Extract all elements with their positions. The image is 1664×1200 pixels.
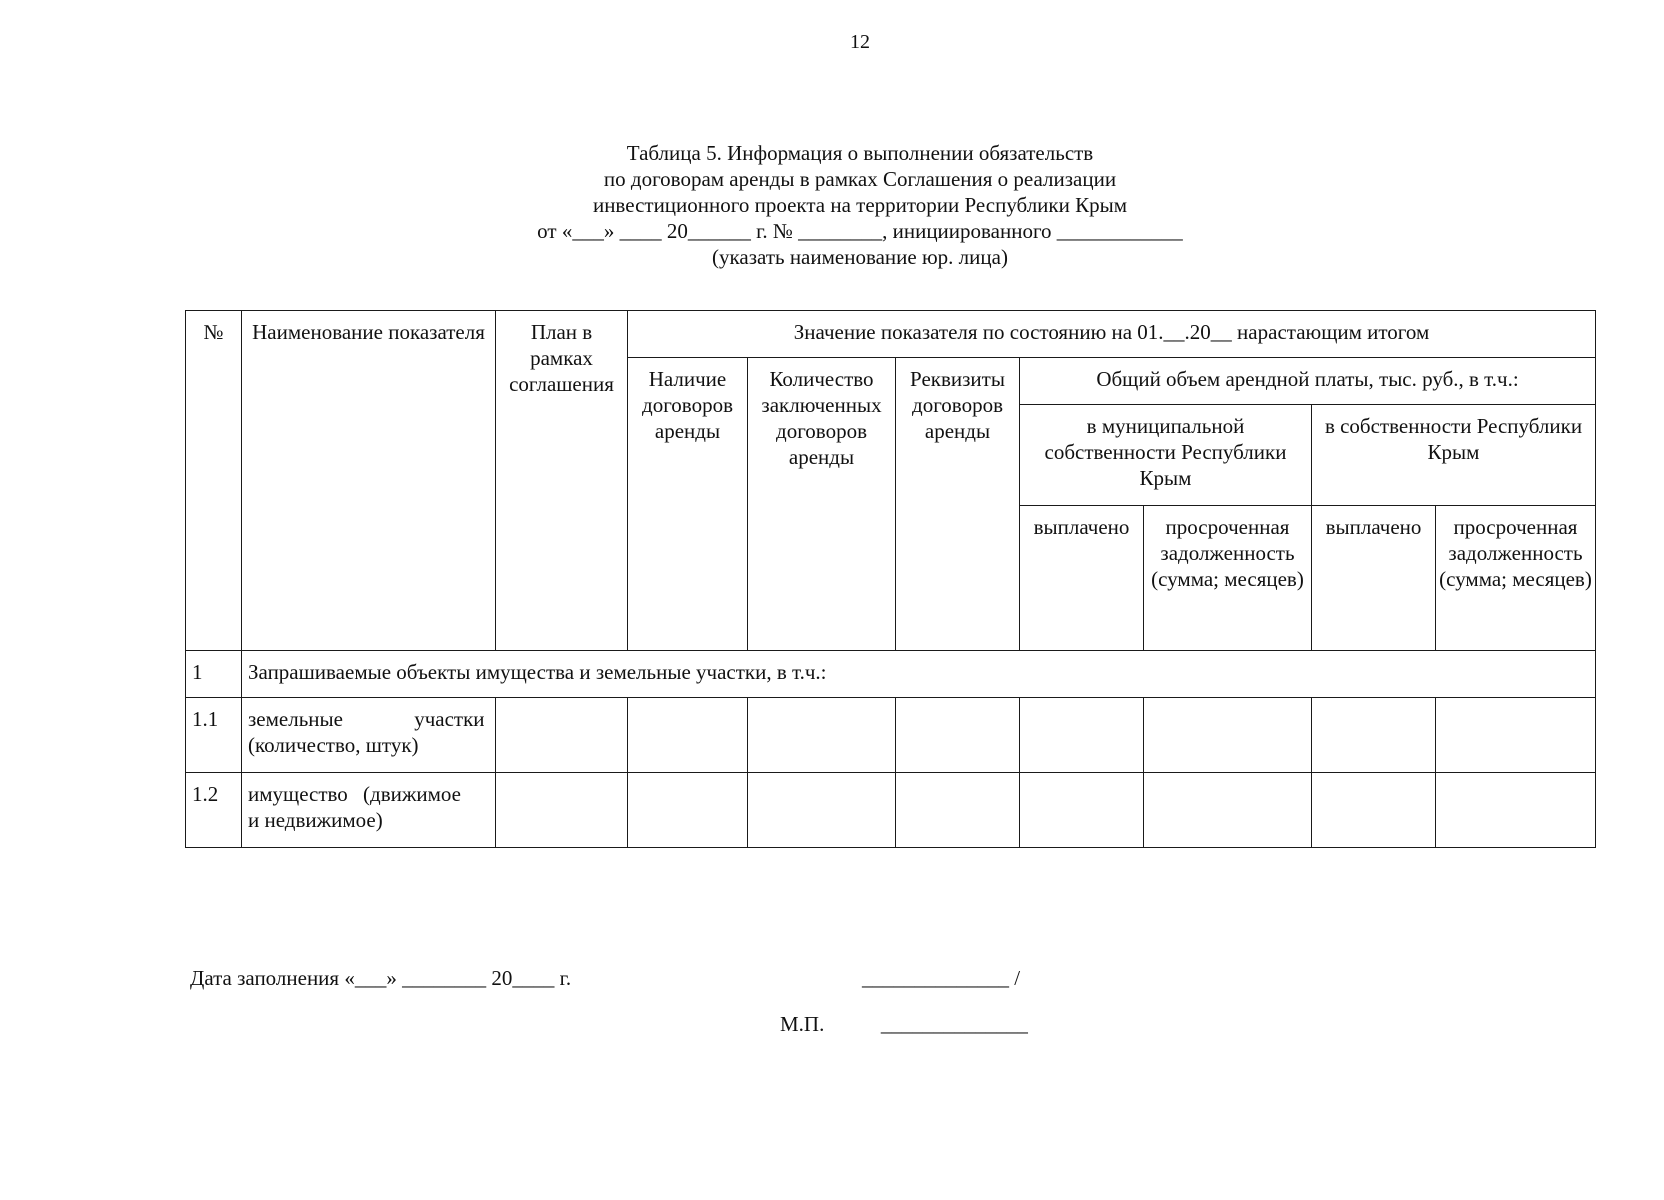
header-municipal-paid: выплачено [1020,506,1144,651]
cell-contracts-count[interactable] [748,698,896,773]
title-line-2: по договорам аренды в рамках Соглашения о реализации [603,167,1117,191]
stamp-label: М.П. [780,1012,825,1036]
row-name-word: земельные участки [248,707,485,731]
row-name: Запрашиваемые объекты имущества и земельные участки, в т.ч.: [242,651,1596,698]
header-number: № [186,311,242,651]
header-republic-overdue: просроченная задолженность (сумма; месяцев) [1436,506,1596,651]
row-name [242,773,496,848]
cell-republic-overdue[interactable] [1436,773,1596,848]
header-plan: План в рамках соглашения [496,311,628,651]
header-value-group: Значение показателя по состоянию на 01.__.20__ нарастающим итогом [628,311,1596,358]
cell-contracts-present[interactable] [628,698,748,773]
title-line-4: от «___» ____ 20______ г. № ________, инициированного ____________ [537,219,1183,243]
cell-republic-paid[interactable] [1312,773,1436,848]
row-name-last-line: и недвижимое) [248,808,383,832]
table-row [186,773,1596,848]
table-title [0,140,1664,270]
cell-municipal-overdue[interactable] [1144,698,1312,773]
signature-line: ______________ / [862,966,1021,990]
stamp-line: ______________ [880,1012,1028,1036]
cell-contracts-details[interactable] [896,698,1020,773]
header-republic: в собственности Республики Крым [1312,405,1596,506]
row-name [242,698,496,773]
row-number: 1.2 [186,773,242,848]
header-contracts-present: Наличие договоров аренды [628,358,748,651]
header-municipal-overdue: просроченная задолженность (сумма; месяцев) [1144,506,1312,651]
row-number: 1.1 [186,698,242,773]
page-number: 12 [850,32,870,48]
cell-republic-overdue[interactable] [1436,698,1596,773]
cell-plan[interactable] [496,773,628,848]
row-number: 1 [186,651,242,698]
cell-contracts-count[interactable] [748,773,896,848]
header-rent-total: Общий объем арендной платы, тыс. руб., в т.ч.: [1020,358,1596,405]
stamp-block [780,1012,1028,1037]
obligations-table [185,310,1596,848]
cell-contracts-details[interactable] [896,773,1020,848]
row-name-last-line: (количество, штук) [248,733,419,757]
row-name-first-line: имущество (движимое [248,782,462,806]
cell-municipal-paid[interactable] [1020,773,1144,848]
title-line-1: Таблица 5. Информация о выполнении обязательств [626,141,1094,165]
title-line-5: (указать наименование юр. лица) [712,245,1008,269]
row-name-first-line [248,706,492,732]
cell-municipal-paid[interactable] [1020,698,1144,773]
header-contracts-count: Количество заключенных договоров аренды [748,358,896,651]
cell-contracts-present[interactable] [628,773,748,848]
cell-plan[interactable] [496,698,628,773]
header-municipal: в муниципальной собственности Республики Крым [1020,405,1312,506]
fill-date: Дата заполнения «___» ________ 20____ г. [190,966,572,990]
table-row [186,651,1596,698]
cell-municipal-overdue[interactable] [1144,773,1312,848]
title-line-3: инвестиционного проекта на территории Республики Крым [592,193,1128,217]
table-row [186,698,1596,773]
header-indicator-name: Наименование показателя [242,311,496,651]
header-republic-paid: выплачено [1312,506,1436,651]
cell-republic-paid[interactable] [1312,698,1436,773]
header-contracts-details: Реквизиты договоров аренды [896,358,1020,651]
